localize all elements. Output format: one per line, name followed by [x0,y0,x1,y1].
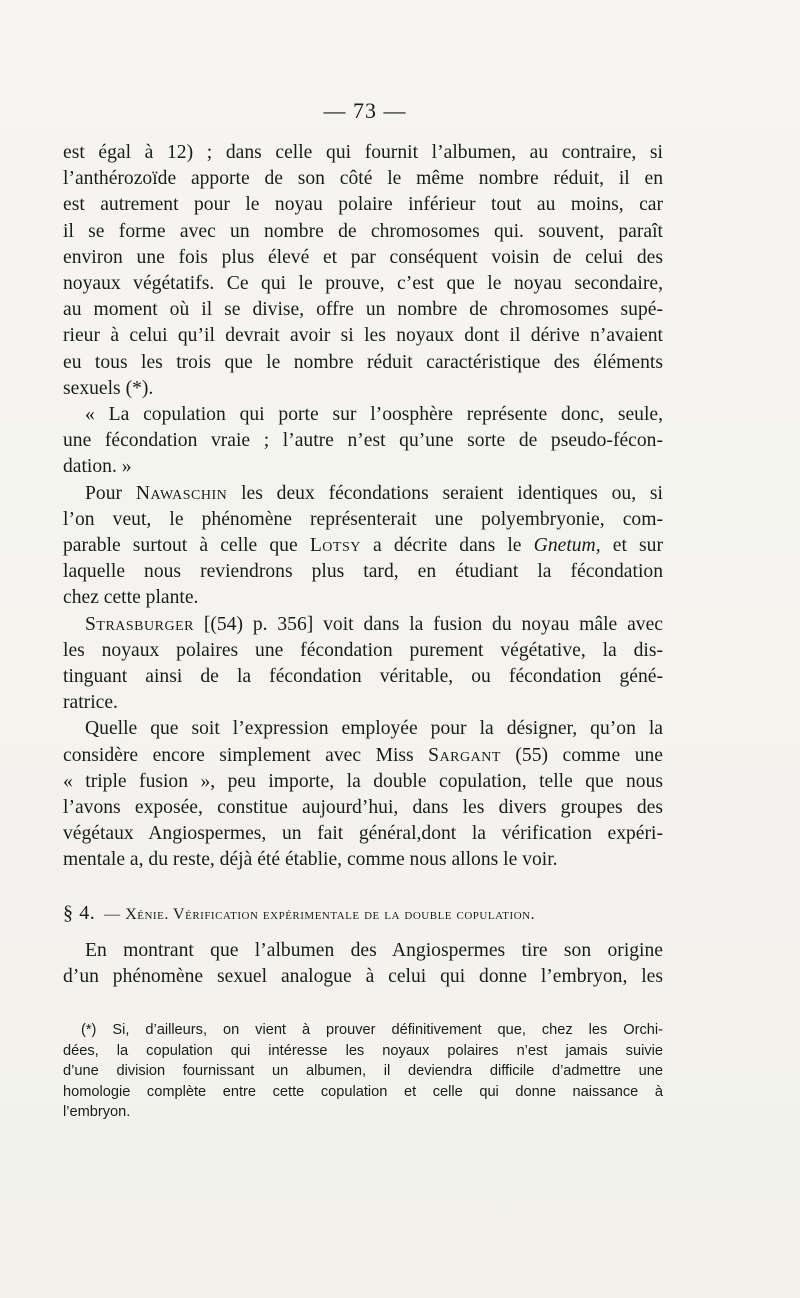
genus-name: Gnetum, [533,535,601,557]
section-heading: § 4. — Xénie. Vérification expérimentale de la double copulation. [63,902,536,924]
author-name: Sargant [428,744,501,766]
text-line: ratrice. [63,692,118,714]
text-line: environ une fois plus élevé et par conséquent voisin de celui des [63,246,663,268]
section-subtitle: Vérification expérimentale de la double copulation. [168,906,536,923]
footnote-line: (*) Si, d’ailleurs, on vient à prouver définitivement que, chez les Orchi- [81,1022,663,1038]
text-line: mentale a, du reste, déjà été établie, comme nous allons le voir. [63,849,558,871]
text-line: chez cette plante. [63,587,199,609]
text-line: végétaux Angiospermes, un fait général,dont la vérification expéri- [63,823,663,845]
author-name: Strasburger [85,613,194,635]
text-line: rieur à celui qu’il devrait avoir si les noyaux dont il dérive n’avaient [63,325,663,347]
footnote-line: d’une division fournissant un albumen, il deviendra difficile d’admettre une [63,1063,663,1079]
text-line: En montrant que l’albumen des Angiospermes tire son origine [85,940,663,961]
text-line: est autrement pour le noyau polaire inférieur tout au moins, car [63,194,663,216]
text-line: l’on veut, le phénomène représenterait une polyembryonie, com- [63,508,663,530]
text-line: une fécondation vraie ; l’autre n’est qu’une sorte de pseudo-fécon- [63,430,663,452]
footnote [63,1020,663,1123]
text-line: eu tous les trois que le nombre réduit caractéristique des éléments [63,351,663,373]
text-line: d’un phénomène sexuel analogue à celui qui donne l’embryon, les [63,966,663,988]
footnote-line: dées, la copulation qui intéresse les noyaux polaires n’est jamais suivie [63,1042,663,1059]
text-line: laquelle nous reviendrons plus tard, en étudiant la fécondation [63,561,663,583]
text-line: noyaux végétatifs. Ce qui le prouve, c’est que le noyau secondaire, [63,273,663,295]
text-line: est égal à 12) ; dans celle qui fournit l’albumen, au contraire, si [63,142,663,163]
footnote-line: homologie complète entre cette copulation et celle qui donne naissance à [63,1083,663,1100]
text-line: « La copulation qui porte sur l’oosphère représente donc, seule, [85,404,663,426]
section-text [63,938,663,990]
section-number: § 4. [63,902,96,924]
footnote-line: l’embryon. [63,1104,131,1120]
paragraph-nawaschin-line: Pour Nawaschin les deux fécondations seraient identiques ou, si [85,482,663,504]
main-text [63,140,663,874]
text-line: les noyaux polaires une fécondation purement végétative, la dis- [63,639,663,661]
text-line: dation. » [63,456,132,478]
text-line: « triple fusion », peu importe, la double copulation, telle que nous [63,770,663,792]
text-line: Quelle que soit l’expression employée pour la désigner, qu’on la [85,718,663,740]
text-line: l’avons exposée, constitue aujourd’hui, dans les divers groupes des [63,797,663,819]
text-line: sexuels (*). [63,377,154,399]
paragraph-nawaschin-line: parable surtout à celle que Lotsy a décrite dans le Gnetum, et sur [63,535,664,557]
author-name: Lotsy [309,535,361,557]
text-line: l’anthérozoïde apporte de son côté le même nombre réduit, il en [63,168,663,190]
text-line: tinguant ainsi de la fécondation véritable, ou fécondation géné- [63,666,663,688]
paragraph-quelle-line: considère encore simplement avec Miss Sargant (55) comme une [63,744,663,766]
author-name: Nawaschin [135,482,228,504]
text-line: il se forme avec un nombre de chromosomes qui. souvent, paraît [63,220,663,242]
section-title: Xénie. [125,906,169,923]
page-number: — 73 — [323,98,407,123]
text-line: au moment où il se divise, offre un nombre de chromosomes supé- [63,299,663,321]
paragraph-strasburger-line: Strasburger [(54) p. 356] voit dans la fusion du noyau mâle avec [85,613,663,635]
